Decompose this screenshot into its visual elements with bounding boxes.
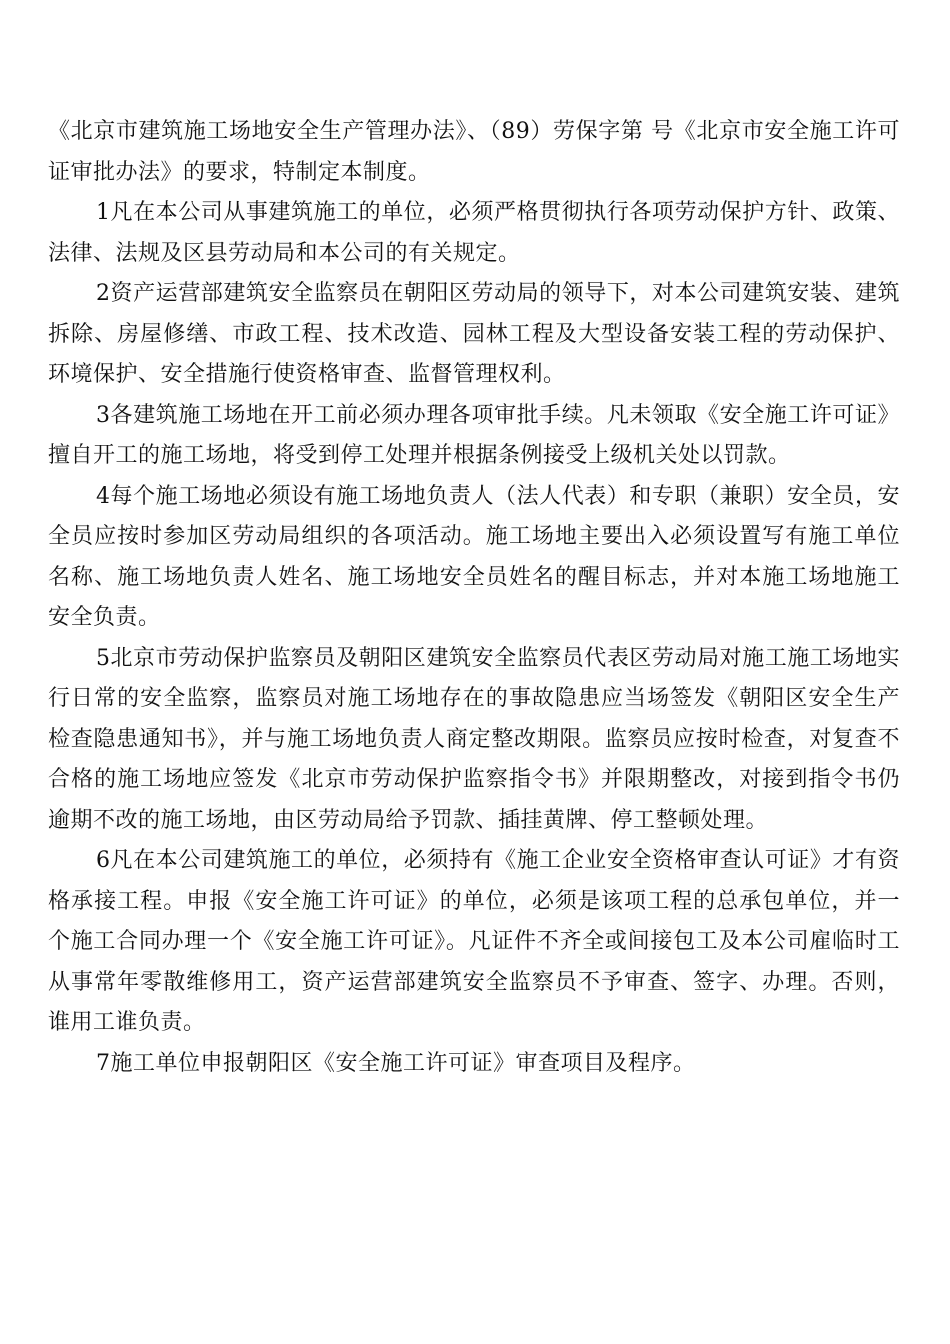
document-body — [48, 112, 900, 1084]
paragraph-item-4: 4每个施工场地必须设有施工场地负责人（法人代表）和专职（兼职）安全员，安全员应按时参加区劳动局组织的各项活动。施工场地主要出入必须设置写有施工单位名称、施工场地负责人姓名、施工场地安全员姓名的醒目标志，并对本施工场地施工安全负责。 — [48, 483, 900, 630]
paragraph-item-3: 3各建筑施工场地在开工前必须办理各项审批手续。凡未领取《安全施工许可证》擅自开工的施工场地，将受到停工处理并根据条例接受上级机关处以罚款。 — [48, 402, 900, 468]
paragraph-item-7: 7施工单位申报朝阳区《安全施工许可证》审查项目及程序。 — [96, 1050, 696, 1076]
paragraph-item-2: 2资产运营部建筑安全监察员在朝阳区劳动局的领导下，对本公司建筑安装、建筑拆除、房屋修缮、市政工程、技术改造、园林工程及大型设备安装工程的劳动保护、环境保护、安全措施行使资格审查、监督管理权利。 — [48, 281, 900, 387]
paragraph-item-6: 6凡在本公司建筑施工的单位，必须持有《施工企业安全资格审查认可证》才有资格承接工程。申报《安全施工许可证》的单位，必须是该项工程的总承包单位，并一个施工合同办理一个《安全施工许可证》。凡证件不齐全或间接包工及本公司雇临时工从事常年零散维修用工，资产运营部建筑安全监察员不予审查、签字、办理。否则，谁用工谁负责。 — [48, 848, 900, 1035]
paragraph-intro-continuation: 《北京市建筑施工场地安全生产管理办法》、（89）劳保字第 号《北京市安全施工许可证审批办法》的要求，特制定本制度。 — [48, 119, 900, 185]
paragraph-item-5: 5北京市劳动保护监察员及朝阳区建筑安全监察员代表区劳动局对施工施工场地实行日常的安全监察，监察员对施工场地存在的事故隐患应当场签发《朝阳区安全生产检查隐患通知书》，并与施工场地负责人商定整改期限。监察员应按时检查，对复查不合格的施工场地应签发《北京市劳动保护监察指令书》并限期整改，对接到指令书仍逾期不改的施工场地，由区劳动局给予罚款、插挂黄牌、停工整顿处理。 — [48, 645, 900, 833]
paragraph-item-1: 1凡在本公司从事建筑施工的单位，必须严格贯彻执行各项劳动保护方针、政策、法律、法规及区县劳动局和本公司的有关规定。 — [48, 200, 900, 266]
